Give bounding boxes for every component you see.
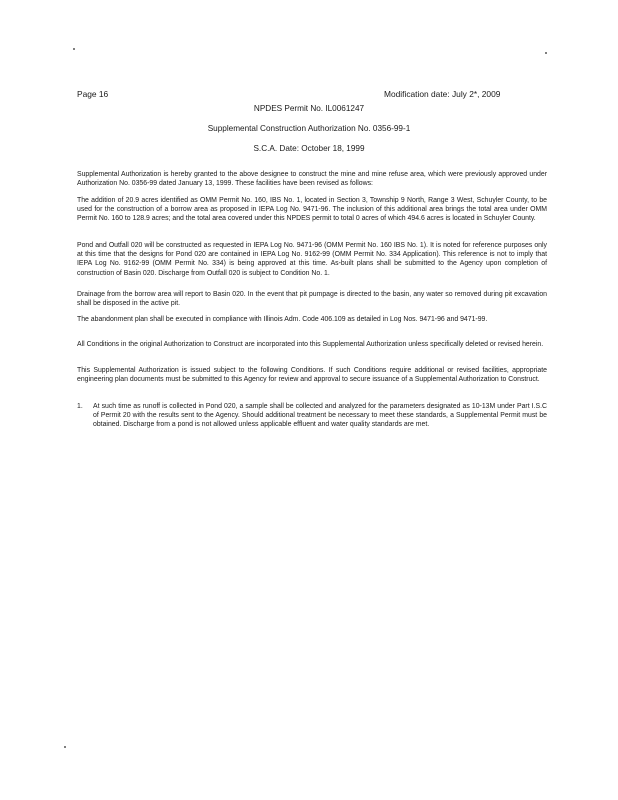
paragraph: Drainage from the borrow area will report to Basin 020. In the event that pit pumpage is directed to the basin, any water so removed during pit excavation shall be disposed in the active pit. xyxy=(77,291,547,308)
condition-number: 1. xyxy=(77,403,83,410)
paragraph: All Conditions in the original Authorization to Construct are incorporated into this Supplemental Authorization unless specifically deleted or revised herein. xyxy=(77,341,544,348)
paragraph: The abandonment plan shall be executed in compliance with Illinois Adm. Code 406.109 as detailed in Log Nos. 9471-96 and 9471-99. xyxy=(77,316,488,323)
paragraph: The addition of 20.9 acres identified as OMM Permit No. 160, IBS No. 1, located in Section 3, Township 9 North, Range 3 West, Schuyler County, to be used for the construction of a borrow area as proposed in IEPA Log No. 9471-96. The inclusion of this additional area brings the total area under OMM Permit No. 160 to 128.9 acres; and the total area covered under this NPDES permit to total 0 acres of which 494.6 acres is located in Schuyler County. xyxy=(77,197,547,223)
supplemental-authorization-title: Supplemental Construction Authorization No. 0356-99-1 xyxy=(207,124,411,133)
page-number: Page 16 xyxy=(77,89,109,99)
scan-speck xyxy=(545,52,547,54)
modification-date: Modification date: July 2*, 2009 xyxy=(384,89,501,99)
sca-date: S.C.A. Date: October 18, 1999 xyxy=(253,144,365,153)
paragraph: This Supplemental Authorization is issued subject to the following Conditions. If such Conditions require additional or revised facilities, appropriate engineering plan documents must be submitted to this Agency for review and approval to secure issuance of a Supplemental Authorization to Construct. xyxy=(77,367,547,384)
paragraph: Pond and Outfall 020 will be constructed as requested in IEPA Log No. 9471-96 (OMM Permit No. 160 IBS No. 1). It is noted for reference purposes only at this time that the designs for Pond 020 are contained in IEPA Log No. 9162-99 (OMM Permit No. 334 Application). This reference is not to imply that IEPA Log No. 9162-99 (OMM Permit No. 334) is being approved at this time. As-built plans shall be submitted to the Agency upon completion of construction of Basin 020. Discharge from Outfall 020 is subject to Condition No. 1. xyxy=(77,242,547,277)
permit-number-title: NPDES Permit No. IL0061247 xyxy=(253,104,365,113)
paragraph: Supplemental Authorization is hereby granted to the above designee to construct the mine and mine refuse area, which were previously approved under Authorization No. 0356-99 dated January 13, 1999. These facilities have been revised as follows: xyxy=(77,171,547,188)
condition-text: At such time as runoff is collected in Pond 020, a sample shall be collected and analyzed for the parameters designated as 10-13M under Part I.S.C of Permit 20 with the results sent to the Agency. Should additional treatment be necessary to meet these standards, a Supplemental Permit must be obtained. Discharge from a pond is not allowed unless applicable effluent and water quality standards are met. xyxy=(93,403,547,429)
scan-speck xyxy=(64,746,66,748)
scan-speck xyxy=(73,48,75,50)
